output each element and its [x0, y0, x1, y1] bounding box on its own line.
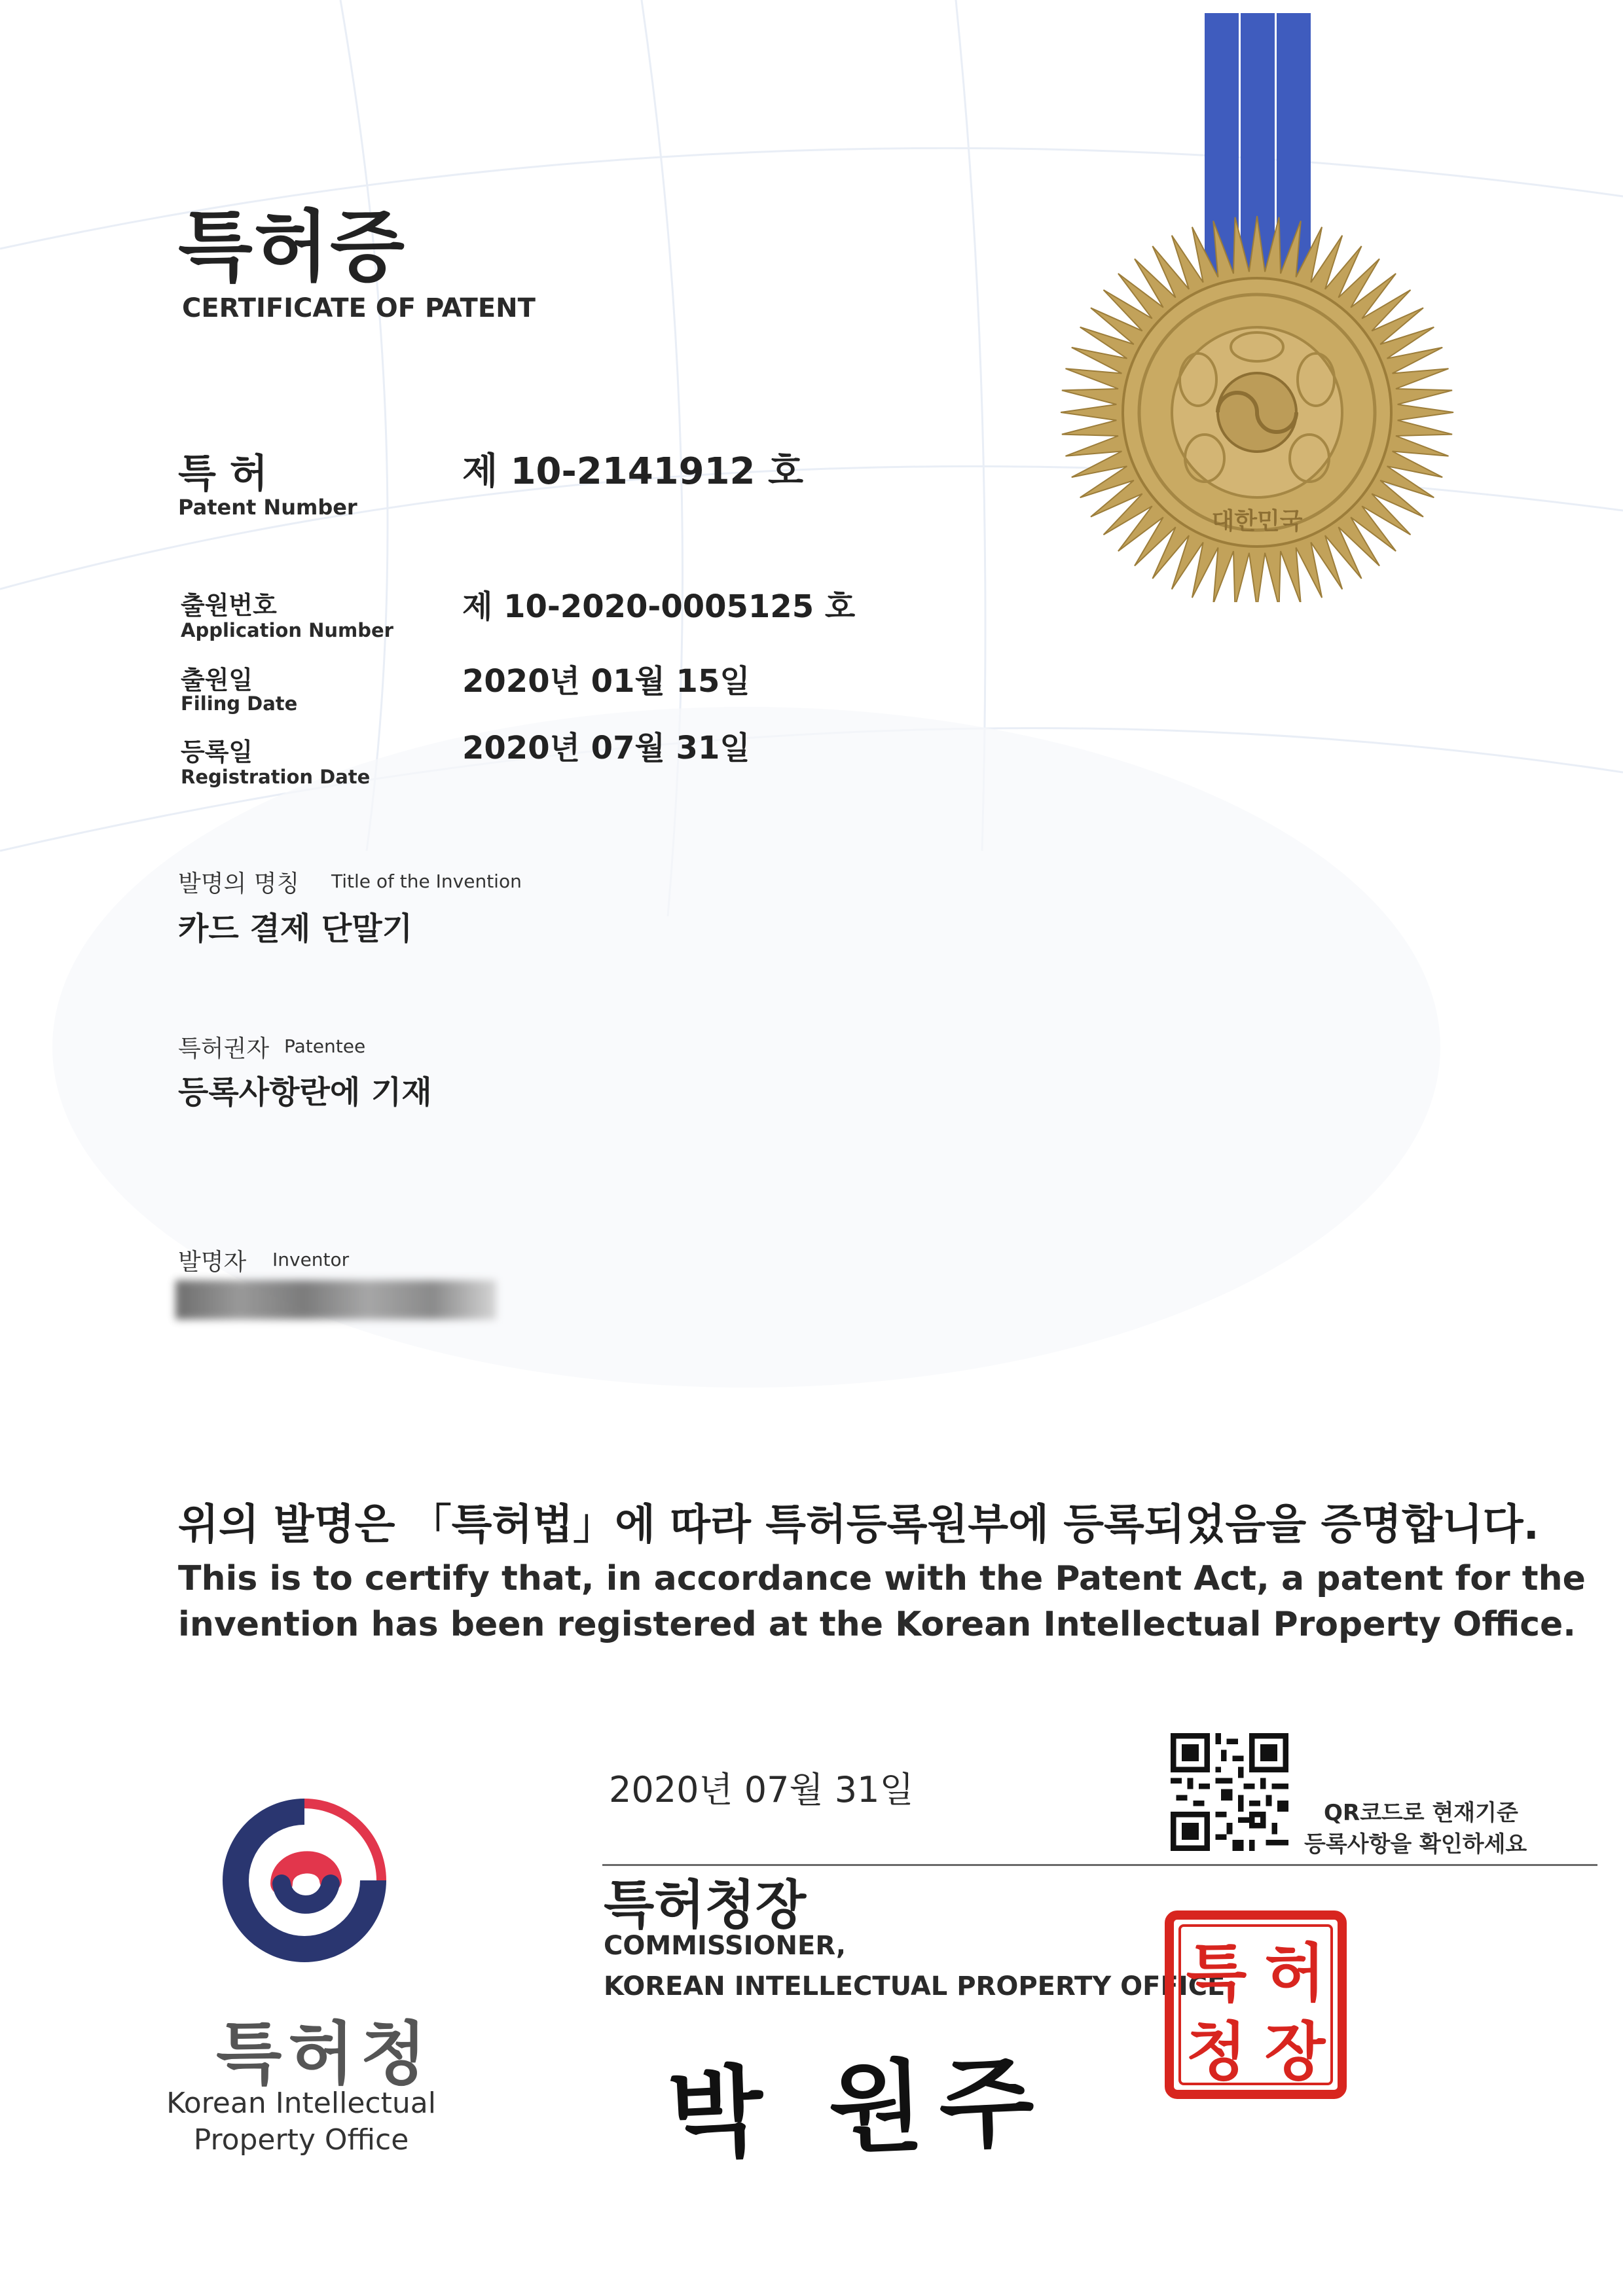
patentee-value: 등록사항란에 기재 — [178, 1074, 432, 1111]
medal-inscription: 대한민국 — [1211, 508, 1303, 535]
certificate-title: 특허증 — [178, 202, 406, 292]
application-number-label-ko: 출원번호 — [181, 591, 277, 620]
commissioner-signature: 박 원주 — [666, 2043, 1052, 2173]
commissioner-title-en-line1: COMMISSIONER, — [604, 1931, 847, 1961]
seal-char-1: 특 — [1186, 1936, 1247, 2010]
invention-title-label-ko: 발명의 명칭 — [178, 870, 300, 897]
application-number-label-en: Application Number — [181, 619, 393, 641]
commissioner-title-en-line2: KOREAN INTELLECTUAL PROPERTY OFFICE — [604, 1971, 1226, 2001]
patent-number-label-ko: 특 허 — [178, 451, 268, 497]
patent-number-label-en: Patent Number — [178, 495, 357, 520]
seal-char-2: 허 — [1264, 1936, 1326, 2010]
patentee-label-en: Patentee — [284, 1035, 366, 1057]
application-number-value: 제 10-2020-0005125 호 — [462, 588, 856, 625]
invention-title-label-en: Title of the Invention — [331, 870, 522, 892]
gold-medal-emblem — [1061, 13, 1473, 602]
filing-date-value: 2020년 01월 15일 — [462, 663, 750, 700]
registration-date-value: 2020년 07월 31일 — [462, 730, 750, 766]
patent-number-value: 제 10-2141912 호 — [462, 450, 804, 493]
inventor-label-en: Inventor — [272, 1249, 350, 1270]
filing-date-label-ko: 출원일 — [181, 666, 253, 694]
commissioner-title-ko: 특허청장 — [604, 1874, 807, 1935]
certification-statement-ko: 위의 발명은 「특허법」에 따라 특허등록원부에 등록되었음을 증명합니다. — [178, 1501, 1539, 1549]
issue-date: 2020년 07월 31일 — [609, 1769, 914, 1810]
certificate-subtitle: CERTIFICATE OF PATENT — [182, 293, 536, 323]
qr-instruction-line2: 등록사항을 확인하세요 — [1304, 1831, 1527, 1857]
qr-instruction-line1: QR코드로 현재기준 — [1324, 1800, 1518, 1826]
seal-char-3: 청 — [1186, 2015, 1247, 2089]
invention-title-value: 카드 결제 단말기 — [178, 910, 412, 947]
registration-date-label-ko: 등록일 — [181, 738, 253, 766]
certification-statement-en-line2: invention has been registered at the Korean Intellectual Property Office. — [178, 1605, 1577, 1644]
inventor-redacted — [175, 1280, 496, 1319]
office-name-en-line2: Property Office — [193, 2123, 409, 2157]
filing-date-label-en: Filing Date — [181, 692, 298, 715]
registration-date-label-en: Registration Date — [181, 766, 371, 788]
certification-statement-en-line1: This is to certify that, in accordance with the Patent Act, a patent for the — [178, 1559, 1586, 1598]
patentee-label-ko: 특허권자 — [178, 1035, 270, 1062]
official-seal — [1164, 1910, 1347, 2100]
office-name-ko: 특허청 — [216, 2014, 433, 2094]
seal-char-4: 장 — [1264, 2015, 1326, 2089]
office-name-en-line1: Korean Intellectual — [166, 2087, 436, 2120]
kipo-taegeuk-logo — [210, 1785, 399, 1975]
qr-code[interactable] — [1171, 1733, 1288, 1851]
inventor-label-ko: 발명자 — [178, 1249, 247, 1276]
